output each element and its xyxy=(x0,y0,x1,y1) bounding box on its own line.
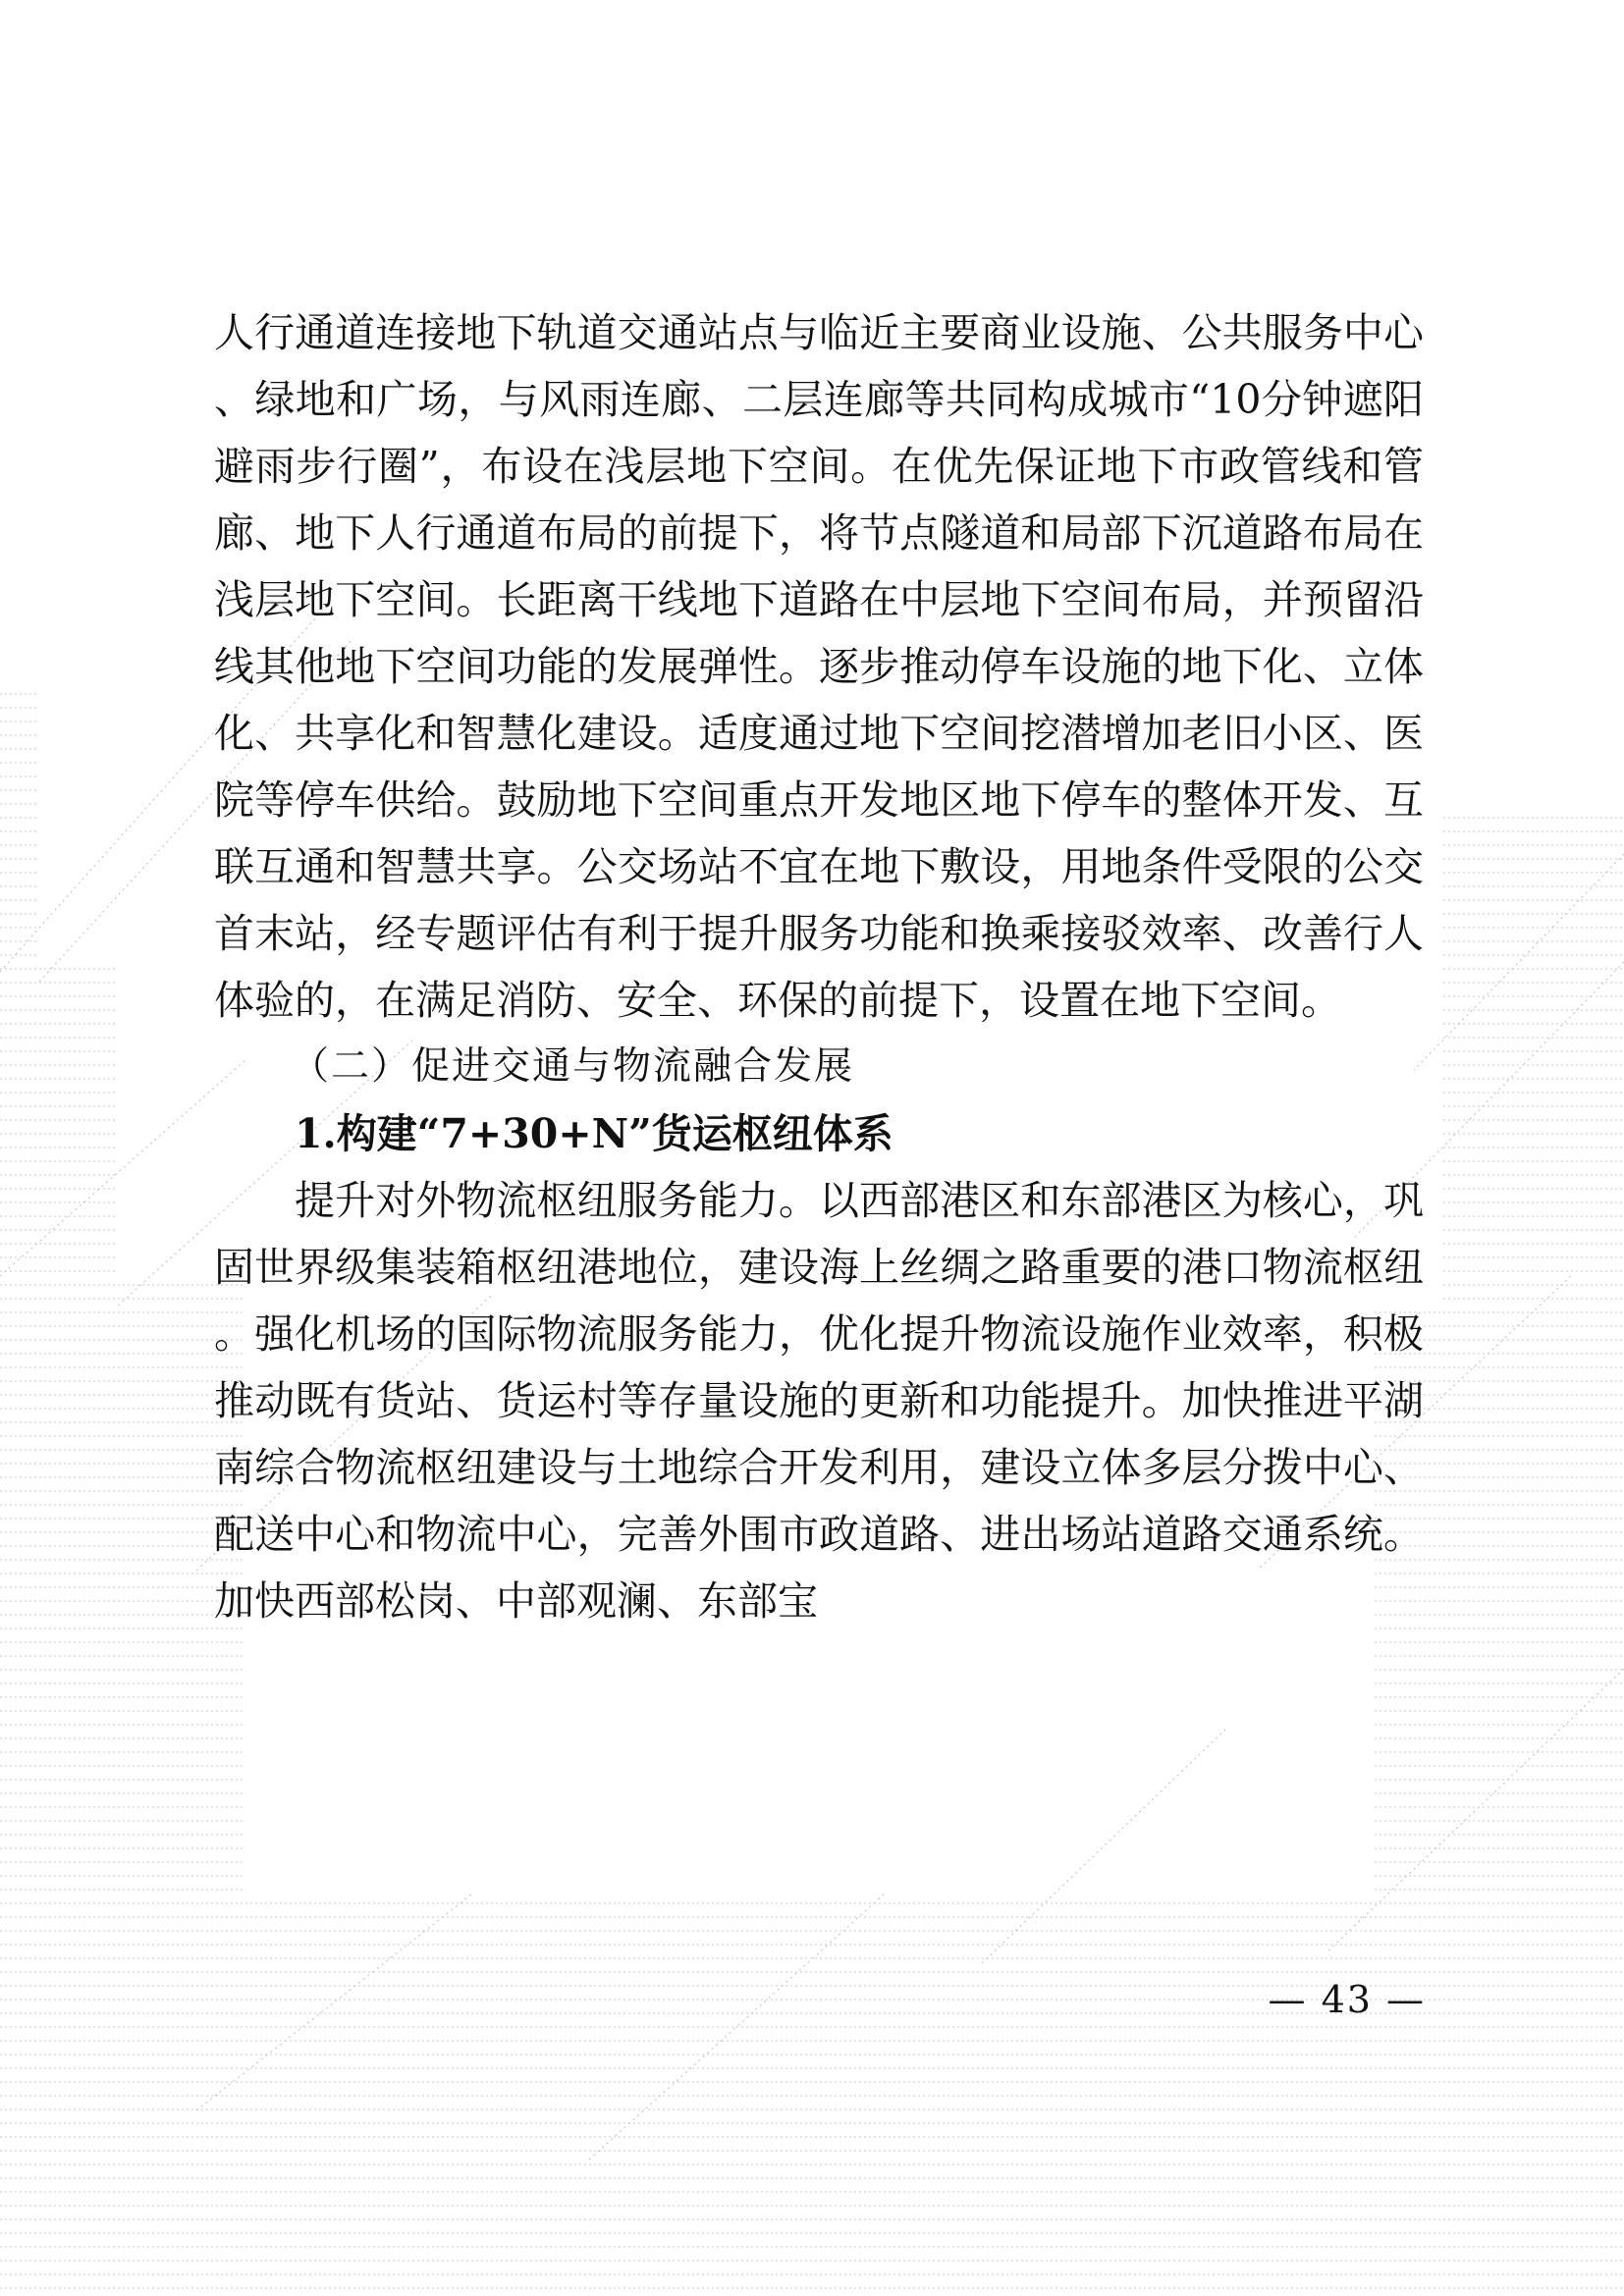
section-heading: （二）促进交通与物流融合发展 xyxy=(291,1044,855,1089)
paragraph-underground-space: 人行通道连接地下轨道交通站点与临近主要商业设施、公共服务中心、绿地和广场，与风雨连廊、二层连廊等共同构成城市“10分钟遮阳避雨步行圈”，布设在浅层地下空间。在优先保证地下市政管线和管廊、地下人行通道布局的前提下，将节点隧道和局部下沉道路布局在浅层地下空间。长距离干线地下道路在中层地下空间布局，并预留沿线其他地下空间功能的发展弹性。逐步推动停车设施的地下化、立体化、共享化和智慧化建设。适度通过地下空间挖潜增加老旧小区、医院等停车供给。鼓励地下空间重点开发地区地下停车的整体开发、互联互通和智慧共享。公交场站不宜在地下敷设，用地条件受限的公交首末站，经专题评估有利于提升服务功能和换乘接驳效率、改善行人体验的，在满足消防、安全、环保的前提下，设置在地下空间。 xyxy=(214,309,1424,1024)
page-number: — 43 — xyxy=(1268,1978,1426,2021)
body-text xyxy=(214,299,1424,1634)
paragraph-logistics-hubs: 提升对外物流枢纽服务能力。以西部港区和东部港区为核心，巩固世界级集装箱枢纽港地位，建设海上丝绸之路重要的港口物流枢纽。强化机场的国际物流服务能力，优化提升物流设施作业效率，积极推动既有货站、货运村等存量设施的更新和功能提升。加快推进平湖南综合物流枢纽建设与土地综合开发利用，建设立体多层分拨中心、配送中心和物流中心，完善外围市政道路、进出场站道路交通系统。加快西部松岗、中部观澜、东部宝 xyxy=(214,1177,1424,1625)
subsection-heading: 1.构建“7+30+N”货运枢纽体系 xyxy=(295,1110,893,1157)
